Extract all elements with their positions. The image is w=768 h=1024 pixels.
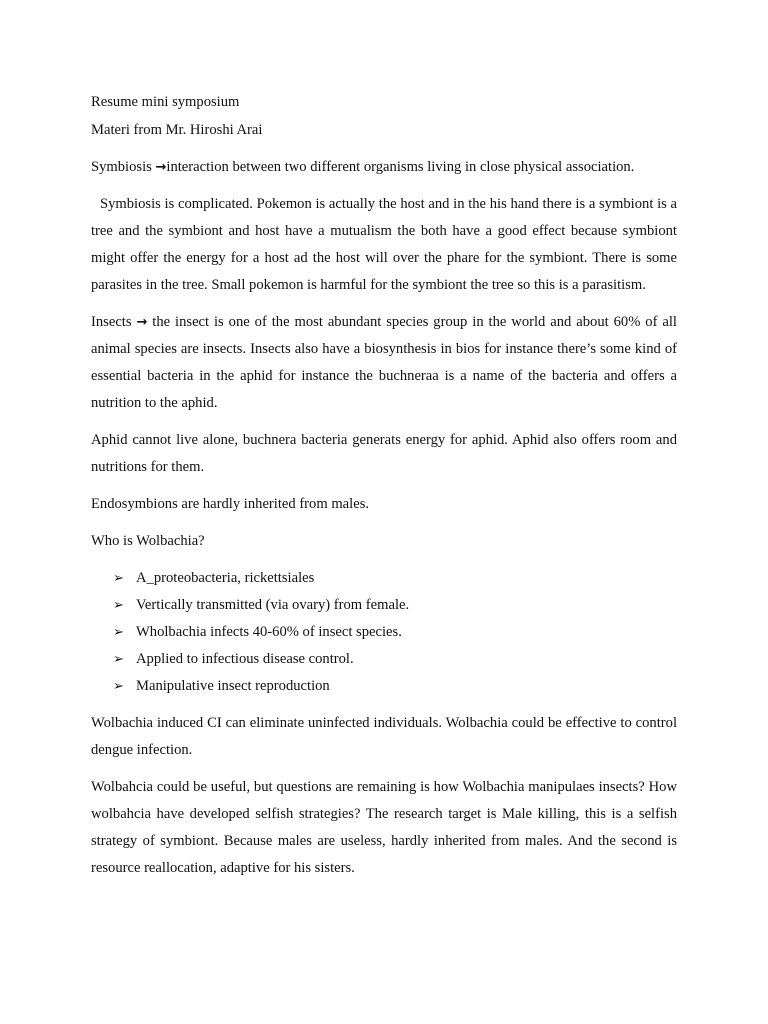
- paragraph-wolbachia-ci: Wolbachia induced CI can eliminate uninfected individuals. Wolbachia could be effective to control dengue infection.: [91, 715, 677, 758]
- document-body: [91, 89, 677, 882]
- paragraph-wolbahcia-useful: Wolbahcia could be useful, but questions are remaining is how Wolbachia manipulaes insects? How wolbahcia have developed selfish strategies? The research target is Male killing, this is a selfish strategy of symbiont. Because males are useless, hardly inherited from males. And the second is resource reallocation, adaptive for his sisters.: [91, 779, 677, 876]
- list-item: [91, 646, 677, 673]
- list-item-text: Manipulative insect reproduction: [136, 678, 330, 694]
- arrowhead-bullet-icon: ➢: [113, 598, 124, 613]
- paragraph-aphid: Aphid cannot live alone, buchnera bacteria generats energy for aphid. Aphid also offers room and nutritions for them.: [91, 432, 677, 475]
- paragraph-symbiosis-complicated: Symbiosis is complicated. Pokemon is actually the host and in the his hand there is a symbiont is a tree and the symbiont and host have a mutualism the both have a good effect because symbiont might offer the energy for a host ad the host will over the phare for the symbiont. There is some parasites in the tree. Small pokemon is harmful for the symbiont the tree so this is a parasitism.: [91, 196, 677, 293]
- right-arrow-icon: →: [155, 160, 167, 175]
- document-title: Resume mini symposium: [91, 94, 240, 110]
- list-item-text: A_proteobacteria, rickettsiales: [136, 570, 315, 586]
- paragraph-question: Who is Wolbachia?: [91, 533, 205, 549]
- list-item: [91, 592, 677, 619]
- wolbachia-bullet-list: [91, 565, 677, 700]
- arrowhead-bullet-icon: ➢: [113, 625, 124, 640]
- arrowhead-bullet-icon: ➢: [113, 679, 124, 694]
- document-subtitle: Materi from Mr. Hiroshi Arai: [91, 121, 263, 138]
- arrowhead-bullet-icon: ➢: [113, 652, 124, 667]
- paragraph-insects: [91, 309, 677, 417]
- list-item: [91, 673, 677, 700]
- list-item-text: Applied to infectious disease control.: [136, 651, 354, 667]
- arrowhead-bullet-icon: ➢: [113, 571, 124, 586]
- list-item-text: Vertically transmitted (via ovary) from female.: [136, 597, 410, 613]
- right-arrow-icon: →: [136, 315, 148, 330]
- list-item: [91, 619, 677, 646]
- list-item-text: Wholbachia infects 40-60% of insect species.: [136, 624, 402, 640]
- symbiosis-definition-text: interaction between two different organisms living in close physical association.: [166, 159, 635, 175]
- paragraph-endosymbions: Endosymbions are hardly inherited from males.: [91, 496, 370, 512]
- symbiosis-term: Symbiosis: [91, 159, 156, 175]
- list-item: [91, 565, 677, 592]
- insects-text: the insect is one of the most abundant species group in the world and about 60% of all animal species are insects. Insects also have a biosynthesis in bios for instance there’s some kind of essential bacteria in the aphid for instance the buchneraa is a name of the bacteria and offers a nutrition to the aphid.: [91, 314, 677, 411]
- insects-term: Insects: [91, 314, 137, 330]
- paragraph-symbiosis-definition: [91, 154, 677, 181]
